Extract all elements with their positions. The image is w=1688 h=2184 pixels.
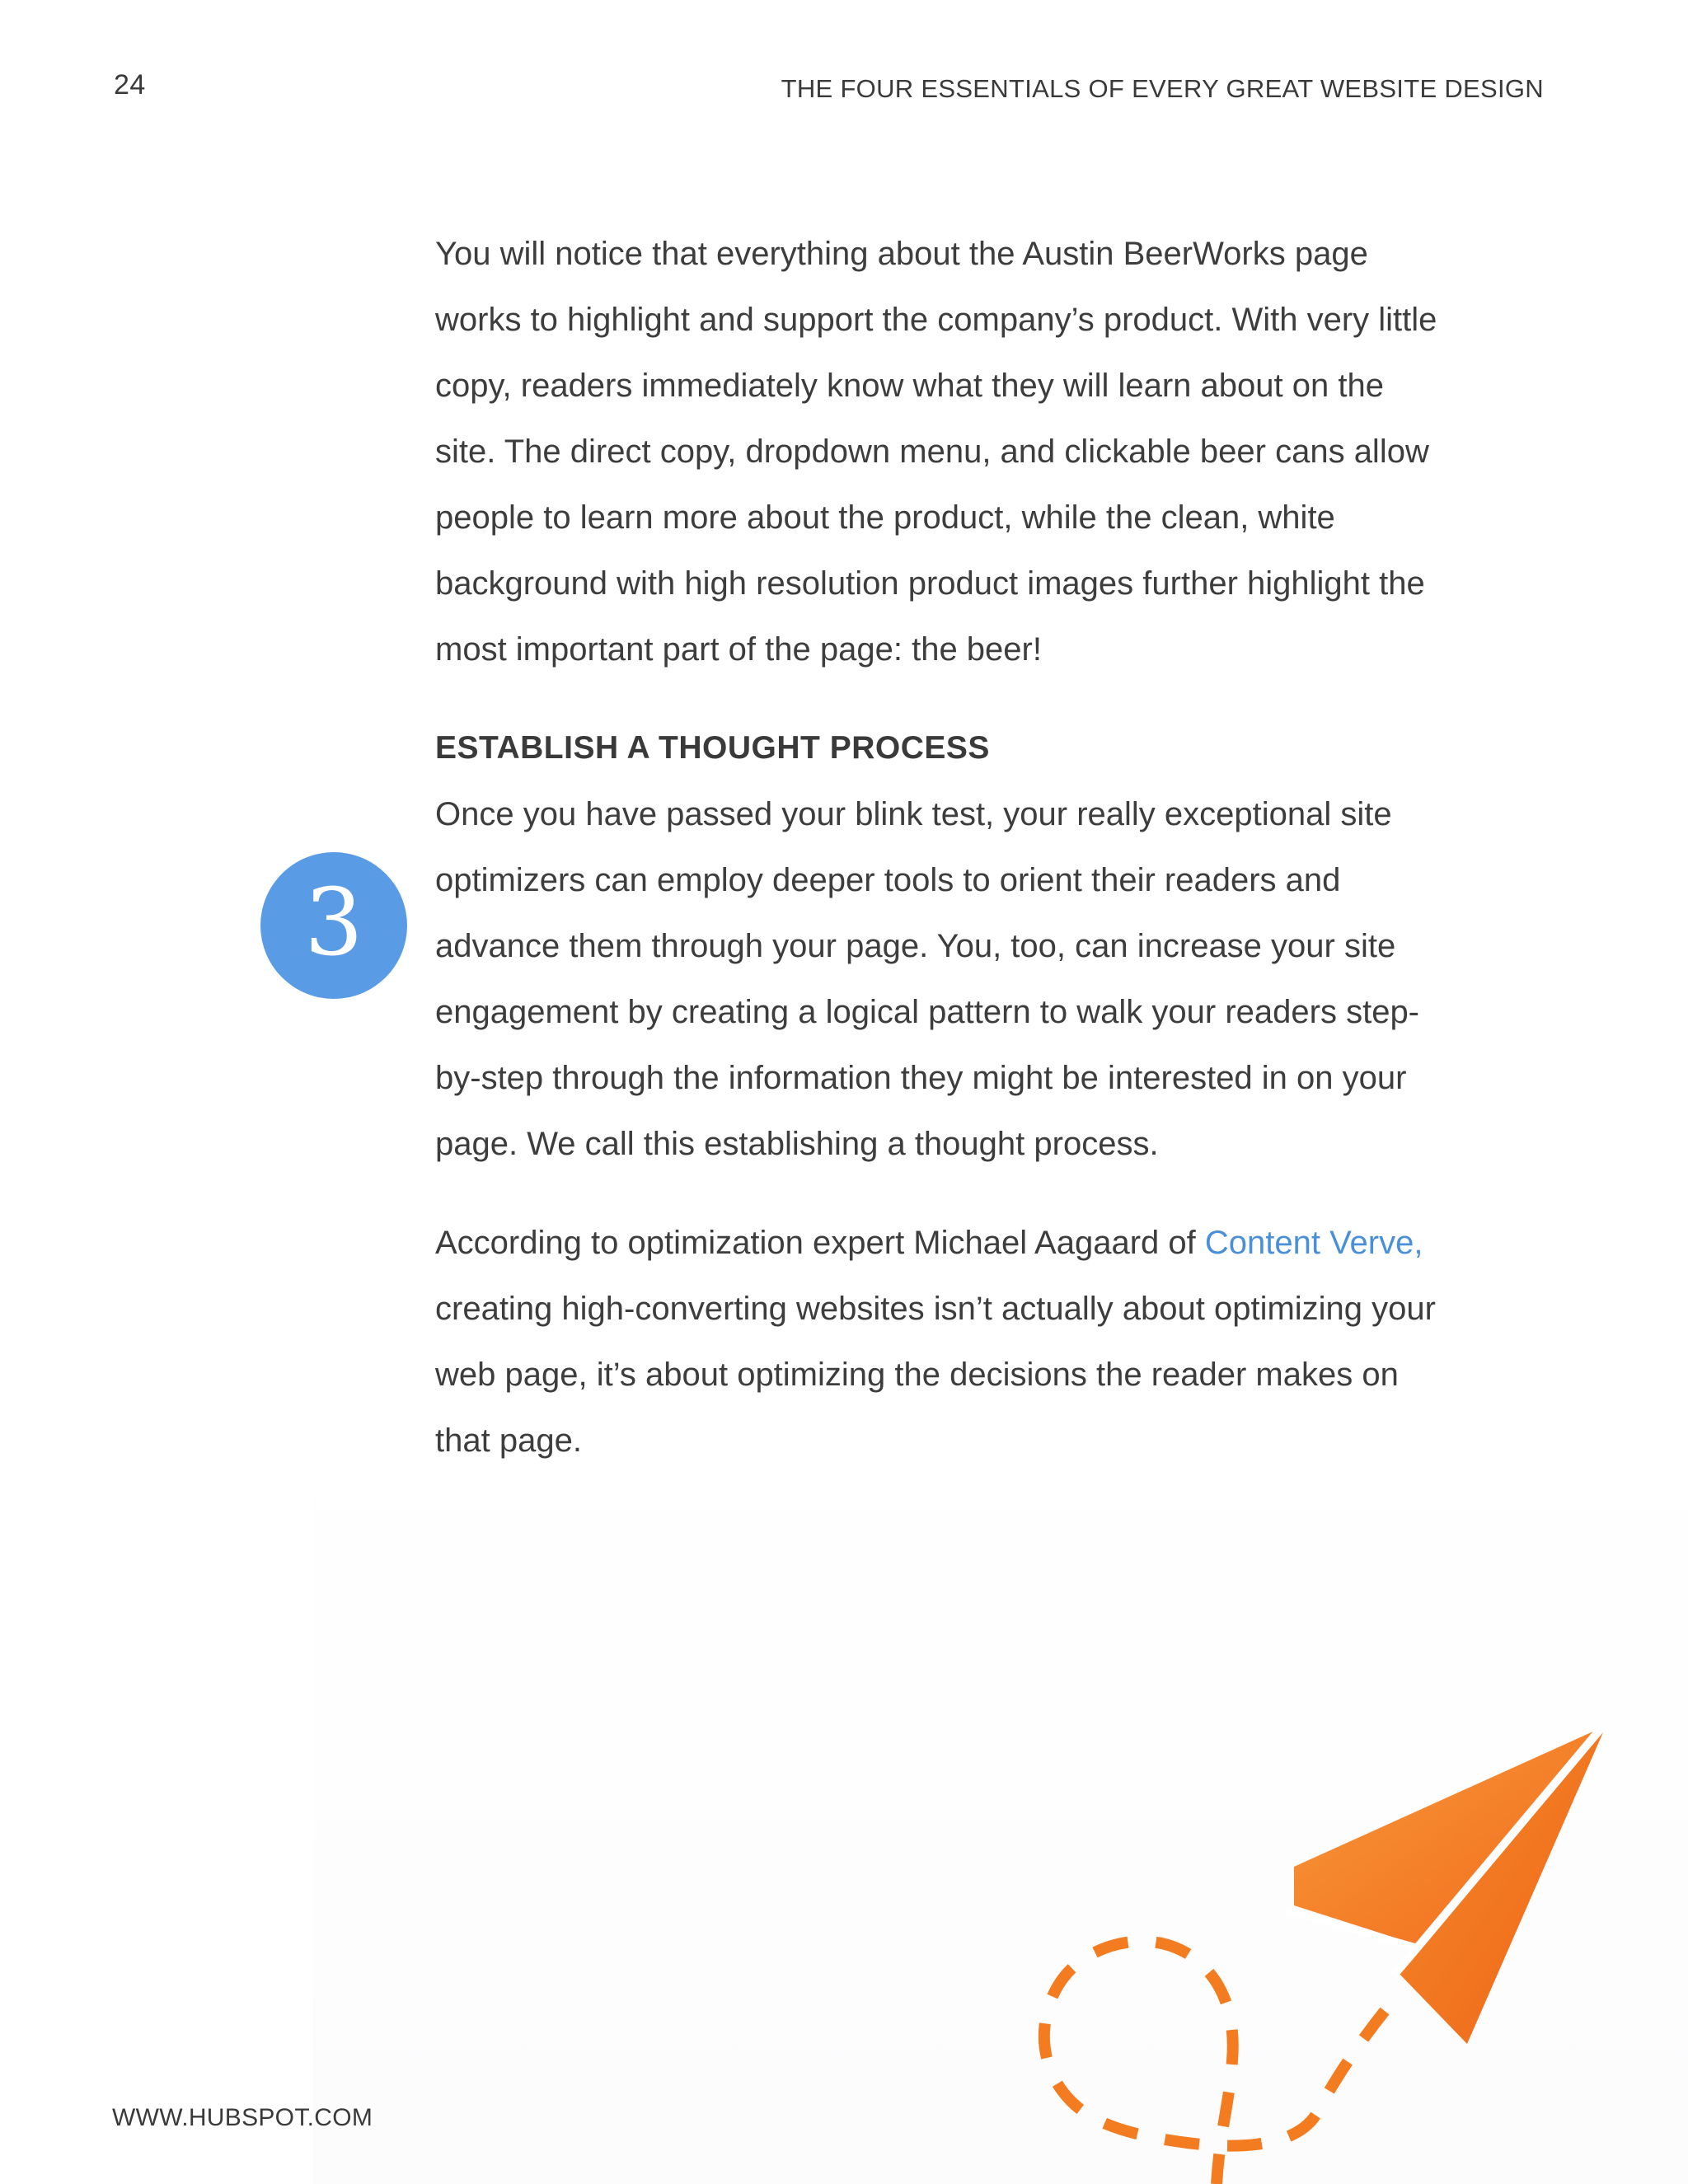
step-number-badge — [260, 852, 407, 999]
paragraph-intro: You will notice that everything about the Austin BeerWorks page works to highlight and support the company’s product. With very little copy, readers immediately know what they will learn about on the site. The direct copy, dropdown menu, and clickable beer cans allow people to learn more about the product, while the clean, white background with high resolution product images further highlight the most important part of the page: the beer! — [435, 236, 1437, 668]
dashed-flight-trail — [1044, 1942, 1385, 2184]
content-verve-link[interactable]: Content Verve, — [1204, 1225, 1423, 1261]
body-content — [435, 221, 1441, 1474]
footer-url: WWW.HUBSPOT.COM — [112, 2104, 373, 2131]
running-title: THE FOUR ESSENTIALS OF EVERY GREAT WEBSITE DESIGN — [781, 74, 1544, 103]
paragraph-aagaard — [435, 1210, 1441, 1474]
step-number: 3 — [304, 869, 363, 977]
paper-airplane-icon — [824, 1714, 1688, 2184]
section-heading: ESTABLISH A THOUGHT PROCESS — [435, 730, 990, 766]
paragraph-aagaard-text-2: creating high-converting websites isn’t actually about optimizing your web page, it’s about optimizing the decisions the reader makes on that page. — [435, 1291, 1436, 1459]
page-number: 24 — [114, 69, 146, 101]
paragraph-aagaard-text-1: According to optimization expert Michael Aagaard of — [435, 1225, 1205, 1261]
paragraph-thought-process: Once you have passed your blink test, your really exceptional site optimizers can employ deeper tools to orient their readers and advance them through your page. You, too, can increase your site engagement by creating a logical pattern to walk your readers step-by-step through the information they might be interested in on your page. We call this establishing a thought process. — [435, 796, 1420, 1162]
page-margin-panel — [0, 0, 313, 2184]
